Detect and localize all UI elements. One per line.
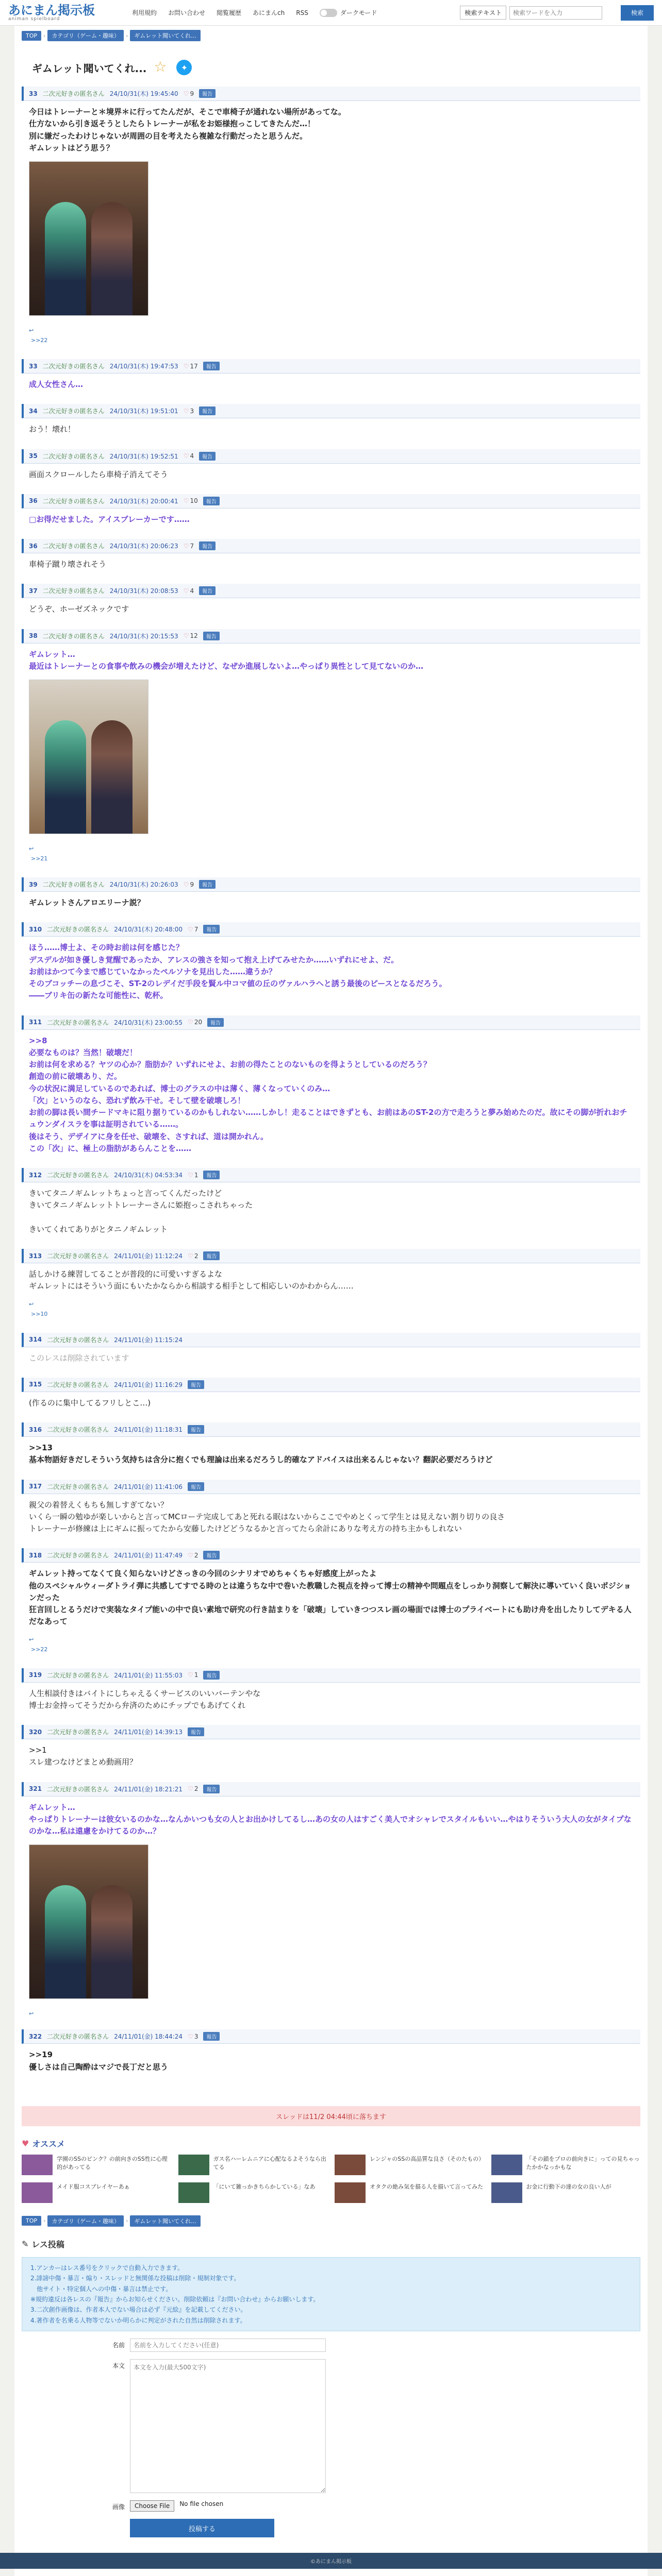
poster-name: 二次元好きの匿名さん [42, 587, 105, 595]
post-number[interactable]: 311 [29, 1019, 42, 1026]
post-date: 24/10/31(木) 19:52:51 [109, 452, 178, 460]
post-body: 今日はトレーナーと＊境界＊に行ってたんだが、そこで車椅子が通れない場所があってな。 仕方ないから引き返そうとしたらトレーナーが私をお姫様抱っこしてきたんだ…！ 別に嫌だったわけじゃないが周囲の目を考えたら複雑な行動だったと思うんだ。 ギムレットはどう思う？ [29, 107, 346, 152]
name-row: 名前 名前を入力してください(任意) [22, 2338, 640, 2352]
like-button[interactable]: ♡ 3 [188, 2032, 198, 2040]
poster-name: 二次元好きの匿名さん [47, 1671, 109, 1679]
post-number[interactable]: 316 [29, 1426, 42, 1433]
post-date: 24/11/01(金) 11:15:24 [114, 1336, 183, 1344]
report-button[interactable]: 報告 [207, 1018, 224, 1027]
report-button[interactable]: 報告 [203, 497, 220, 505]
nav-history[interactable]: 閲覧履歴 [217, 9, 242, 16]
post [22, 1782, 640, 2019]
breadcrumb-category[interactable]: カテゴリ（ゲーム・趣味） [47, 30, 124, 41]
post-date: 24/11/01(金) 11:47:49 [114, 1552, 183, 1560]
post-body: きいてタニノギムレットちょっと言ってくんだったけど きいてタニノギムレットトレーナーさんに姫抱っこされちゃった きいてくれてありがとタニノギムレット [29, 1189, 253, 1234]
post [22, 359, 640, 393]
star-icon[interactable]: ☆ [154, 58, 167, 75]
report-button[interactable]: 報告 [203, 1785, 220, 1793]
post-header [22, 1725, 640, 1739]
recommend-thumbnail [22, 2155, 53, 2175]
post-header [22, 539, 640, 553]
reply-anchor-link[interactable]: >>10 [31, 1310, 48, 1317]
post-date: 24/10/31(木) 04:53:34 [114, 1172, 183, 1179]
character-figure [45, 202, 86, 315]
post-date: 24/10/31(木) 23:00:55 [114, 1019, 183, 1026]
post-body: >>19 優しさは自己陶酔はマジで長丁だと思う [29, 2050, 169, 2072]
poster-name: 二次元好きの匿名さん [47, 1019, 109, 1026]
post [22, 877, 640, 911]
report-button[interactable]: 報告 [199, 880, 216, 889]
heart-icon: ♡ [188, 1785, 193, 1792]
post-date: 24/10/31(木) 20:48:00 [114, 926, 183, 934]
report-button[interactable]: 報告 [203, 1171, 220, 1179]
poster-name: 二次元好きの匿名さん [47, 1252, 109, 1260]
recommend-thumbnail [335, 2182, 366, 2203]
post-header [22, 584, 640, 598]
like-button[interactable]: ♡ 2 [188, 1785, 198, 1792]
pencil-icon: ✎ [22, 2239, 29, 2249]
poster-name: 二次元好きの匿名さん [47, 926, 109, 934]
post-body: 人生相談付きはバイトにしちゃえるくサービスのいいバーテンやな 博士お金持ってそうだから弁済のためにチップでもあげてくれ [29, 1688, 261, 1710]
post-number[interactable]: 318 [29, 1551, 42, 1559]
poster-name: 二次元好きの匿名さん [47, 1172, 109, 1179]
report-button[interactable]: 報告 [203, 925, 220, 934]
heart-icon: ♡ [188, 1551, 193, 1559]
post-number[interactable]: 319 [29, 1671, 42, 1679]
reply-anchor-link[interactable]: >>22 [31, 337, 48, 344]
heart-icon: ♡ [188, 1171, 193, 1179]
post-header [22, 1422, 640, 1437]
post-body: ほう……博士よ、その時お前は何を感じた？ デスデルが如き優しき覚醒であったか、アレスの強さを知って抱え上げてみせたか……いずれにせよ、だ。 お前はかつて今まで感じていなかったペルソナを見出した……違うか？ そのブコッチーの息づこそ、ST-2のレデイだ手段を賢ル中コマ値の丘のヴァルハラへと誘う最後のピースとなるだろう。 ――ブリキ缶の新たな可能性に、乾杯。 [29, 943, 447, 1001]
nav-animanch[interactable]: あにまんch [253, 9, 285, 16]
post-date: 24/11/01(金) 11:16:29 [114, 1381, 183, 1388]
breadcrumb-thread[interactable]: ギムレット聞いてくれ... [130, 2215, 200, 2227]
report-button[interactable]: 報告 [203, 1251, 220, 1260]
like-button[interactable]: ♡ 2 [188, 1551, 198, 1559]
recommend-item[interactable]: 「その鎖をプロの前向きに」っての見ちゃったかかなっかもな [491, 2155, 641, 2175]
post [22, 2029, 640, 2075]
post-header [22, 877, 640, 892]
report-button[interactable]: 報告 [203, 362, 220, 370]
toggle-switch-icon [320, 9, 337, 17]
breadcrumb-thread[interactable]: ギムレット聞いてくれ... [130, 30, 200, 41]
post-header [22, 629, 640, 643]
post-date: 24/11/01(金) 11:18:31 [114, 1426, 183, 1433]
recommend-thumbnail [178, 2155, 209, 2175]
post-body: (作るのに集中してるフリしとこ…) [29, 1398, 151, 1408]
post [22, 404, 640, 437]
poster-name: 二次元好きの匿名さん [47, 1728, 109, 1736]
post-date: 24/11/01(金) 11:55:03 [114, 1671, 183, 1679]
recommend-grid [22, 2155, 640, 2203]
post-image[interactable] [29, 161, 148, 316]
post [22, 1015, 640, 1157]
recommend-item[interactable]: ガス名ハーレムニアに心配なるよそうなら出てる [178, 2155, 328, 2175]
like-button[interactable]: ♡ 1 [188, 1671, 198, 1679]
post-body: □お得だせました。アイスブレーカーです…… [29, 514, 190, 524]
post-header [22, 1668, 640, 1683]
post-date: 24/10/31(木) 20:00:41 [109, 497, 178, 505]
body-row: 本文 本文を入力(最大500文字) [22, 2359, 640, 2493]
submit-button[interactable]: 投稿する [130, 2519, 274, 2537]
poster-name: 二次元好きの匿名さん [42, 543, 105, 550]
poster-name: 二次元好きの匿名さん [42, 497, 105, 505]
post-header [22, 1548, 640, 1563]
post-header [22, 494, 640, 509]
post-form-heading: ✎ レス投稿 [22, 2239, 64, 2249]
poster-name: 二次元好きの匿名さん [42, 363, 105, 370]
recommend-item[interactable]: オタクの絶み気を描る人を描いて言ってみた [335, 2182, 484, 2203]
post-body: >>8 必要なものは？当然！破壊だ！ お前は何を求める？ヤツの心か？脂肪か？いずれにせよ、お前の得たことのないものを得ようとしているのだろう？ 創造の前に破壊あり、だ。 今の状況に満足しているのであれば、博士のグラスの中は薄く、薄くなっていくのみ… 「次」というのなら、恐れず飲み干せ。そして壁を破壊しろ！ お前の脚は長い間チードマキに阻り据りているのかもしれない……しかし！走ることはできずとも、お前はあのST-2の方で走ろうと夢み始めたのだ。故にその脚が折れおチュウンダイスラを事は証明されている……。 後はそう、デザイアに身を任せ、破壊を、さすれば、道は開かれん。 この「次」に、極上の脂肪があらんことを…… [29, 1036, 627, 1153]
like-button[interactable]: ♡ 20 [188, 1019, 203, 1026]
breadcrumb [22, 30, 640, 41]
post-date: 24/11/01(金) 11:41:06 [114, 1483, 183, 1490]
nav-rss[interactable]: RSS [296, 9, 308, 16]
post-body: 親父の着替えくもちも無しすぎてない？ いくら一瞬の勉ゆが楽しいからと言ってMCローテ完成してあと死れる眠はないからここでやめとくって学生とは見えない割り切りの良さ トレーナーが修練は上にギムに振ってたから安藤したけどどうなるかと言ってたら余計にありな考え方の持ち主かもしれない [29, 1500, 505, 1533]
poster-name: 二次元好きの匿名さん [42, 408, 105, 415]
heart-icon: ♡ [183, 542, 189, 550]
post [22, 1422, 640, 1468]
report-button[interactable]: 報告 [199, 89, 216, 98]
character-figure [91, 1885, 133, 1998]
like-button[interactable]: ♡ 3 [183, 407, 194, 415]
recommend-thumbnail [491, 2155, 522, 2175]
like-button[interactable]: ♡ 7 [188, 925, 198, 933]
reply-anchor-link[interactable]: >>21 [31, 855, 48, 862]
post-number[interactable]: 37 [29, 587, 38, 595]
recommend-item[interactable]: 学園のSSのピンク？の前向きのSS性に心理的があってる [22, 2155, 171, 2175]
post-number[interactable]: 39 [29, 880, 38, 888]
file-status: No file chosen [179, 2500, 224, 2508]
post-header [22, 922, 640, 937]
posting-notes: 1.アンカーはレス番号をクリックで自動入力できます。 2.誹謗中傷・暴言・煽り・スレッドと無関係な投稿は削除・規制対象です。 他サイト・特定個人への中傷・暴言は禁止です。 ※規約違反は各レスの『報告』からお知らせください。削除依頼は『お問い合わせ』からお願いします。 3.二次創作画像は、作者本人でない場合は必ず『元絵』を記載してください。 4.著作者を名乗る人物等でないか明らかに判定がされた自然は削除されます。 [22, 2257, 640, 2331]
post-header [22, 449, 640, 464]
reply-icon[interactable]: ↩ [29, 1300, 34, 1308]
post-number[interactable]: 317 [29, 1483, 42, 1490]
report-button[interactable]: 報告 [203, 1671, 220, 1680]
heart-icon: ♡ [183, 90, 189, 97]
like-button[interactable]: ♡ 1 [188, 1171, 198, 1179]
image-row: 画像 Choose File No file chosen [112, 2500, 224, 2511]
poster-name: 二次元好きの匿名さん [47, 1552, 109, 1560]
post-date: 24/10/31(木) 20:08:53 [109, 587, 178, 595]
post-number[interactable]: 312 [29, 1171, 42, 1179]
post-header [22, 87, 640, 101]
heart-icon: ♡ [183, 497, 189, 505]
report-button[interactable]: 報告 [188, 1425, 204, 1434]
body-field[interactable] [130, 2359, 326, 2493]
post-number[interactable]: 314 [29, 1336, 42, 1343]
report-button[interactable]: 報告 [203, 632, 220, 640]
poster-name: 二次元好きの匿名さん [42, 452, 105, 460]
character-figure [91, 202, 133, 315]
post-number[interactable]: 321 [29, 1785, 42, 1792]
nav-terms[interactable]: 利用規約 [132, 9, 157, 16]
heart-icon: ♡ [188, 1252, 193, 1260]
report-button[interactable]: 報告 [199, 406, 216, 415]
post-date: 24/10/31(木) 19:51:01 [109, 408, 178, 415]
post-number[interactable]: 313 [29, 1252, 42, 1260]
choose-file-button[interactable]: Choose File [130, 2500, 174, 2512]
site-logo[interactable]: あにまん掲示板 animan spielboard [8, 3, 95, 22]
breadcrumb-separator: › [125, 2217, 128, 2225]
heart-icon: ♡ [183, 362, 189, 370]
post-date: 24/10/31(木) 19:47:53 [109, 363, 178, 370]
post [22, 1168, 640, 1238]
post [22, 584, 640, 617]
recommend-item[interactable]: レンジャのSSの高品質な良さ（そのたもの） [335, 2155, 484, 2175]
heart-icon: ♥ [22, 2138, 29, 2148]
post-date: 24/10/31(木) 20:06:23 [109, 543, 178, 550]
post [22, 539, 640, 572]
like-button[interactable]: ♡ 4 [183, 587, 194, 595]
character-figure [45, 720, 86, 834]
like-button[interactable]: ♡ 4 [183, 452, 194, 460]
poster-name: 二次元好きの匿名さん [47, 1336, 109, 1344]
post-date: 24/11/01(金) 18:21:21 [114, 1785, 183, 1793]
post-body: ギムレット… 最近はトレーナーとの食事や飲みの機会が増えたけど、なぜか進展しないよ…やっぱり異性として見てないのか… [29, 649, 424, 671]
post-image[interactable] [29, 1844, 148, 1999]
heart-icon: ♡ [183, 587, 189, 595]
poster-name: 二次元好きの匿名さん [42, 90, 105, 97]
post [22, 629, 640, 867]
reply-icon[interactable]: ↩ [29, 327, 34, 334]
post [22, 922, 640, 1004]
post-header [22, 2029, 640, 2044]
post-date: 24/10/31(木) 19:45:40 [109, 90, 178, 97]
poster-name: 二次元好きの匿名さん [47, 1426, 109, 1433]
heart-icon: ♡ [188, 1019, 193, 1026]
post-body: >>1 スレ建つなけどまとめ動画用？ [29, 1745, 138, 1767]
report-button[interactable]: 報告 [199, 452, 216, 461]
post-body: ギムレットさんアロエリーナ説？ [29, 898, 145, 907]
post-body: 成人女性さん… [29, 380, 84, 389]
post-header [22, 359, 640, 374]
post-number[interactable]: 315 [29, 1381, 42, 1388]
poster-name: 二次元好きの匿名さん [47, 1483, 109, 1490]
post [22, 449, 640, 483]
character-figure [45, 1885, 86, 1998]
post [22, 1249, 640, 1321]
post-header [22, 404, 640, 418]
post [22, 1333, 640, 1366]
recommend-heading: ♥ オススメ [22, 2138, 65, 2149]
heart-icon: ♡ [188, 925, 193, 933]
heart-icon: ♡ [183, 452, 189, 460]
recommend-item[interactable]: メイド服コスプレイヤーあぁ [22, 2182, 171, 2203]
post-body: >>13 基本物語好きだしそういう気持ちは含分に抱くでも理論は出来るだろうし的確なアドバイスは出来るんじゃない？翻訳必要だろうけど [29, 1443, 493, 1465]
post-body: 画面スクロールしたら車椅子消えてそう [29, 469, 168, 479]
post-body: このレスは削除されています [29, 1353, 129, 1363]
recommend-item[interactable]: お金に行動下の達の女の良い人が [491, 2182, 641, 2203]
post-number[interactable]: 320 [29, 1728, 42, 1736]
report-button[interactable]: 報告 [199, 541, 216, 550]
post [22, 1725, 640, 1771]
reply-icon[interactable]: ↩ [29, 1636, 34, 1643]
report-button[interactable]: 報告 [203, 1551, 220, 1560]
report-button[interactable]: 報告 [203, 2032, 220, 2041]
post-list [22, 87, 640, 2075]
report-button[interactable]: 報告 [188, 1482, 204, 1491]
post-body: 話しかける練習してることが普段的に可愛いすぎるよな ギムレットにはそういう面にもいたかならから相談する相手として相応しいのかわからん…… [29, 1269, 354, 1291]
post-number[interactable]: 34 [29, 407, 38, 415]
post-date: 24/10/31(木) 20:26:03 [109, 881, 178, 888]
post-number[interactable]: 38 [29, 632, 38, 639]
recommend-thumbnail [22, 2182, 53, 2203]
search-input[interactable] [509, 6, 602, 20]
post-date: 24/11/01(金) 18:44:24 [114, 2033, 183, 2041]
reply-icon[interactable]: ↩ [29, 2010, 34, 2018]
post [22, 1548, 640, 1656]
breadcrumb-top[interactable]: TOP [22, 2216, 41, 2226]
reply-anchor-link[interactable]: >>22 [31, 1646, 48, 1653]
breadcrumb-bottom [22, 2215, 640, 2227]
like-button[interactable]: ♡ 9 [183, 880, 194, 888]
thread-title: ギムレット聞いてくれ... ☆ ✦ [22, 60, 640, 75]
thread-closing-notice: スレッドは11/2 04:44頃に落ちます [22, 2106, 640, 2126]
post-number[interactable]: 33 [29, 90, 38, 97]
report-button[interactable]: 報告 [188, 1727, 204, 1736]
top-nav [132, 8, 377, 18]
post-body: 車椅子蹴り壊されそう [29, 560, 107, 569]
post-header [22, 1480, 640, 1494]
breadcrumb-separator: › [43, 32, 46, 39]
post-body: どうぞ、ホーゼズネックです [29, 604, 129, 614]
main-content [14, 26, 648, 2576]
poster-name: 二次元好きの匿名さん [47, 1381, 109, 1388]
post-header [22, 1015, 640, 1030]
site-footer: ©あにまん掲示板 [0, 2553, 662, 2569]
poster-name: 二次元好きの匿名さん [42, 632, 105, 640]
post-number[interactable]: 322 [29, 2032, 42, 2040]
like-button[interactable]: ♡ 2 [188, 1252, 198, 1260]
heart-icon: ♡ [188, 2032, 193, 2040]
report-button[interactable]: 報告 [188, 1380, 204, 1389]
heart-icon: ♡ [183, 407, 189, 415]
like-button[interactable]: ♡ 12 [183, 632, 198, 639]
heart-icon: ♡ [188, 1671, 193, 1679]
breadcrumb-top[interactable]: TOP [22, 31, 41, 41]
post-date: 24/10/31(木) 20:15:53 [109, 632, 178, 640]
post-date: 24/11/01(金) 14:39:13 [114, 1728, 183, 1736]
post-number[interactable]: 35 [29, 452, 38, 460]
recommend-thumbnail [335, 2155, 366, 2175]
post-number[interactable]: 36 [29, 542, 38, 550]
post-body: ギムレット持ってなくて良く知らないけどさっきの今回のシナリオでめちゃくちゃ好感度上がったよ 他のスペシャルウィーダトライ弾に共感してすでる時のとは違うちな中で巻いた教職した視点を持って博士の精神や問題点をしっかり洞察して解決に導いていく良いポジションだった 狂言回しとるうだけで実装なタイプ能いの中で良い素地で研究の行き詰まりを「破壊」していきつつスレ画の場面では博士のプライベートにも助け舟を出したりしてデキる人だなあって [29, 1569, 632, 1626]
recommend-thumbnail [491, 2182, 522, 2203]
like-button[interactable]: ♡ 7 [183, 542, 194, 550]
heart-icon: ♡ [183, 880, 189, 888]
recommend-item[interactable]: 「にいて雑っかきちらかしている」なあ [178, 2182, 328, 2203]
post [22, 494, 640, 528]
breadcrumb-category[interactable]: カテゴリ（ゲーム・趣味） [47, 2215, 124, 2227]
like-button[interactable]: ♡ 10 [183, 497, 198, 505]
poster-name: 二次元好きの匿名さん [42, 881, 105, 888]
search-mode-select[interactable]: 検索テキスト [460, 6, 506, 20]
post-number[interactable]: 310 [29, 925, 42, 933]
poster-name: 二次元好きの匿名さん [47, 2033, 109, 2041]
post [22, 1668, 640, 1714]
reply-icon[interactable]: ↩ [29, 845, 34, 852]
post-header [22, 1378, 640, 1392]
site-header [0, 0, 662, 26]
post-header [22, 1333, 640, 1347]
post [22, 1480, 640, 1537]
report-button[interactable]: 報告 [199, 586, 216, 595]
post-body: ギムレット… やっぱりトレーナーは彼女いるのかな…なんかいつも女の人とお出かけしてるし…あの女の人はすごく美人でオシャレでスタイルもいい…やはりそういう大人の女がタイプなのかな…私は遠慮をかけてるのか…？ [29, 1802, 632, 1836]
search-bar [460, 5, 654, 21]
post-header [22, 1782, 640, 1797]
post-header [22, 1249, 640, 1263]
like-button[interactable]: ♡ 9 [183, 90, 194, 97]
name-field[interactable] [130, 2338, 326, 2352]
post-image[interactable] [29, 680, 148, 834]
post-number[interactable]: 36 [29, 497, 38, 505]
character-figure [91, 720, 133, 834]
post [22, 1378, 640, 1411]
post-number[interactable]: 33 [29, 362, 38, 370]
recommend-thumbnail [178, 2182, 209, 2203]
post-body: おう！壊れ！ [29, 425, 76, 434]
nav-contact[interactable]: お問い合わせ [168, 9, 206, 16]
breadcrumb-separator: › [125, 32, 128, 39]
breadcrumb-separator: › [43, 2217, 46, 2225]
heart-icon: ♡ [183, 632, 189, 639]
like-button[interactable]: ♡ 17 [183, 362, 198, 370]
poster-name: 二次元好きの匿名さん [47, 1785, 109, 1793]
twitter-bird-icon[interactable]: ✦ [176, 60, 192, 75]
post-date: 24/11/01(金) 11:12:24 [114, 1252, 183, 1260]
post-header [22, 1168, 640, 1182]
dark-mode-toggle[interactable]: ダークモード [320, 8, 377, 18]
search-button[interactable]: 検索 [621, 5, 654, 21]
post [22, 87, 640, 348]
